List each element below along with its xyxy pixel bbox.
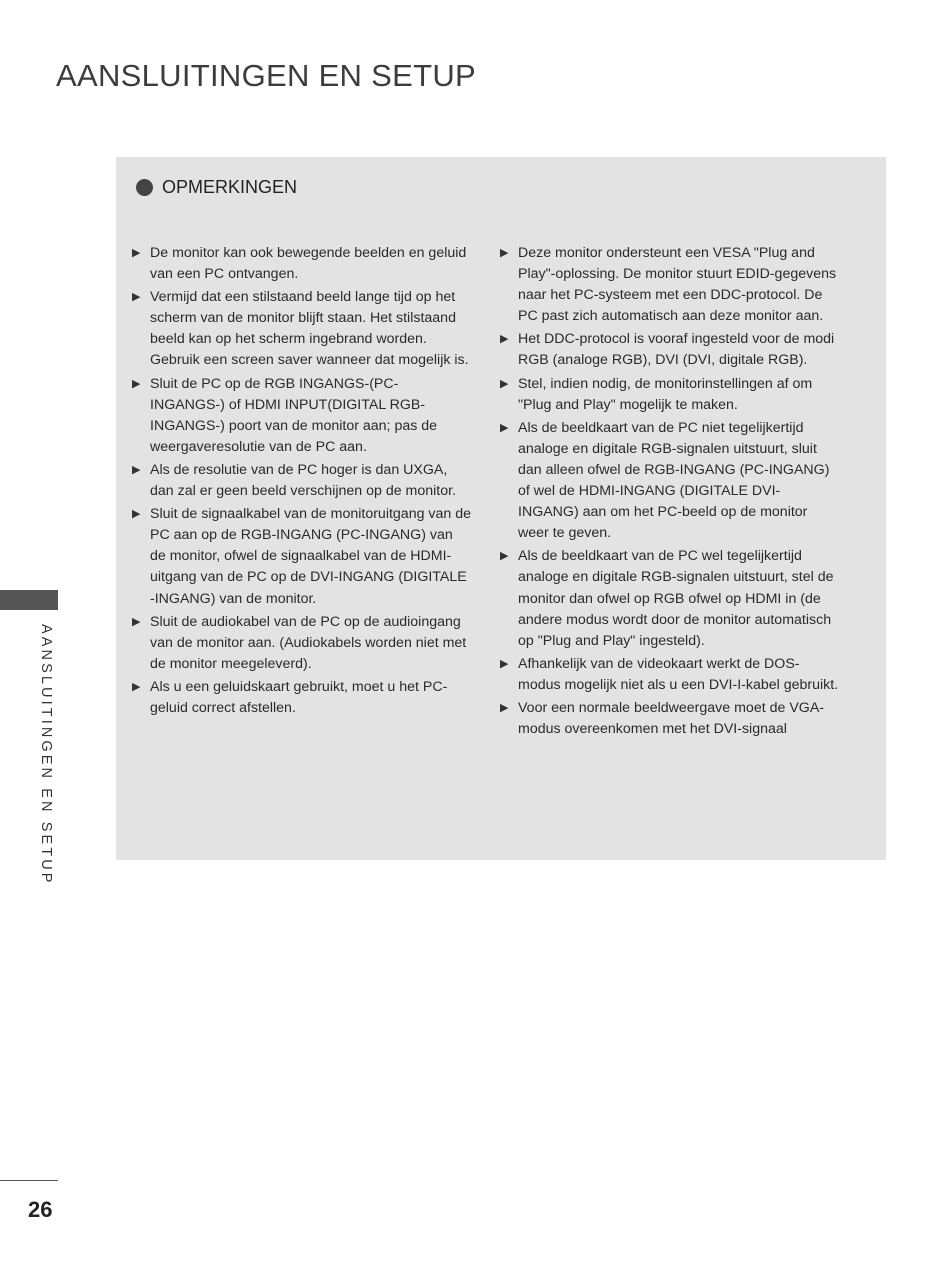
note-item [132,374,472,458]
note-text: Als u een geluidskaart gebruikt, moet u het PC-geluid correct afstellen. [150,678,448,716]
notes-left-column [132,243,472,721]
note-item [500,546,840,651]
note-item [500,374,840,416]
triangle-right-icon: ▶ [500,550,509,563]
note-item [500,418,840,545]
note-item [132,504,472,609]
bullet-dot-icon [136,179,153,196]
note-text: Afhankelijk van de videokaart werkt de DOS-modus mogelijk niet als u een DVI-I-kabel gebruikt. [518,655,839,693]
triangle-right-icon: ▶ [500,701,509,714]
note-item [132,287,472,371]
notes-heading-text: OPMERKINGEN [162,177,298,197]
note-item [132,612,472,675]
note-text: Vermijd dat een stilstaand beeld lange tijd op het scherm van de monitor blijft staan. Het stilstaand beeld kan op het scherm ingebrand worden. Gebruik een screen saver wanneer dat mogelijk is. [150,289,469,369]
note-item [132,243,472,285]
triangle-right-icon: ▶ [500,657,509,670]
note-text: Sluit de signaalkabel van de monitoruitgang van de PC aan op de RGB-INGANG (PC-INGANG) van de monitor, ofwel de signaalkabel van de HDMI-uitgang van de PC op de DVI-INGANG (DIGITALE -INGANG) van de monitor. [150,506,472,607]
note-text: Deze monitor ondersteunt een VESA "Plug and Play"-oplossing. De monitor stuurt EDID-gegevens naar het PC-systeem met een DDC-protocol. De PC past zich automatisch aan deze monitor aan. [518,245,837,325]
triangle-right-icon: ▶ [500,247,509,259]
note-item [500,654,840,696]
triangle-right-icon: ▶ [132,247,141,259]
triangle-right-icon: ▶ [132,463,141,476]
page-title: AANSLUITINGEN EN SETUP [56,58,477,93]
footer-divider [0,1180,58,1181]
note-text: Sluit de audiokabel van de PC op de audioingang van de monitor aan. (Audiokabels worden niet met de monitor meegeleverd). [150,613,467,672]
triangle-right-icon: ▶ [132,680,141,693]
note-item [500,698,840,740]
note-text: De monitor kan ook bewegende beelden en geluid van een PC ontvangen. [150,245,467,283]
note-item [500,329,840,371]
notes-heading [136,177,297,198]
notes-box [116,157,886,860]
triangle-right-icon: ▶ [500,421,509,434]
note-item [132,460,472,502]
note-text: Als de beeldkaart van de PC niet tegelijkertijd analoge en digitale RGB-signalen uitstuurt, sluit dan alleen ofwel de RGB-INGANG (PC-INGANG) of wel de HDMI-INGANG (DIGITALE DVI-INGANG) aan om het PC-beeld op de monitor weer te geven. [518,419,830,542]
note-text: Als de resolutie van de PC hoger is dan UXGA, dan zal er geen beeld verschijnen op de monitor. [150,461,457,500]
note-text: Voor een normale beeldweergave moet de VGA-modus overeenkomen met het DVI-signaal [518,699,825,738]
triangle-right-icon: ▶ [132,615,141,628]
triangle-right-icon: ▶ [500,377,509,390]
notes-right-column [500,243,840,742]
note-text: Als de beeldkaart van de PC wel tegelijkertijd analoge en digitale RGB-signalen uitstuurt, stel de monitor dan ofwel op RGB ofwel op HDMI in (de andere modus wordt door de monitor automatisch op "Plug and Play" ingesteld). [518,548,834,649]
side-section-label: AANSLUITINGEN EN SETUP [38,624,54,886]
triangle-right-icon: ▶ [500,333,509,346]
triangle-right-icon: ▶ [132,291,141,304]
note-text: Sluit de PC op de RGB INGANGS-(PC-INGANGS-) of HDMI INPUT(DIGITAL RGB-INGANGS-) poort van de monitor aan; pas de weergaveresolutie van de PC aan. [150,375,438,455]
triangle-right-icon: ▶ [132,377,141,390]
page-number: 26 [28,1197,53,1222]
note-item [132,677,472,719]
note-text: Stel, indien nodig, de monitorinstellingen af om "Plug and Play" mogelijk te maken. [518,375,813,413]
note-text: Het DDC-protocol is vooraf ingesteld voor de modi RGB (analoge RGB), DVI (DVI, digitale RGB). [518,331,835,369]
triangle-right-icon: ▶ [132,508,141,521]
note-item [500,243,840,327]
section-tab-marker [0,590,58,610]
